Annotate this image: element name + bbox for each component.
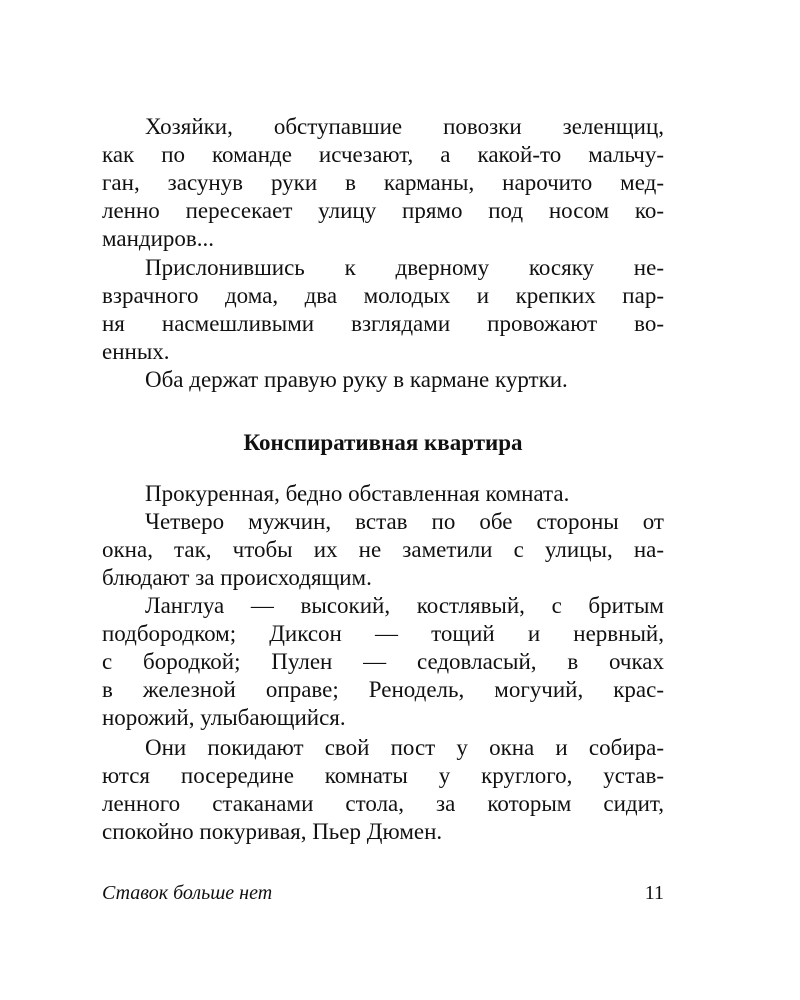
paragraph-line: в железной оправе; Ренодель, могучий, крас- (102, 677, 664, 702)
running-footer-title: Ставок больше нет (102, 882, 273, 904)
paragraph-line: блюдают за происходящим. (102, 565, 372, 590)
paragraph-line: ленного стаканами стола, за которым сидит, (102, 791, 664, 816)
paragraph-line: ются посередине комнаты у круглого, устав- (102, 763, 664, 788)
paragraph-line: ня насмешливыми взглядами провожают во- (102, 311, 664, 336)
paragraph-line: ган, засунув руки в карманы, нарочито мед- (102, 170, 664, 195)
paragraph-line: Хозяйки, обступавшие повозки зеленщиц, (145, 114, 664, 139)
paragraph-line: Оба держат правую руку в кармане куртки. (145, 367, 568, 392)
paragraph-line: Прокуренная, бедно обставленная комната. (145, 481, 570, 506)
page-number: 11 (644, 882, 664, 904)
paragraph-line: Прислонившись к дверному косяку не- (145, 255, 664, 280)
paragraph-line: с бородкой; Пулен — седовласый, в очках (102, 649, 664, 674)
paragraph-line: норожий, улыбающийся. (102, 705, 346, 730)
paragraph-line: мандиров... (102, 226, 215, 251)
paragraph-line: спокойно покуривая, Пьер Дюмен. (102, 819, 443, 844)
paragraph-line: окна, так, чтобы их не заметили с улицы, на- (102, 537, 664, 562)
paragraph-line: Ланглуа — высокий, костлявый, с бритым (145, 593, 664, 618)
section-heading: Конспиративная квартира (243, 430, 523, 455)
paragraph-line: Четверо мужчин, встав по обе стороны от (145, 509, 664, 534)
paragraph-line: подбородком; Диксон — тощий и нервный, (102, 621, 664, 646)
paragraph-line: взрачного дома, два молодых и крепких пар- (102, 283, 664, 308)
paragraph-line: енных. (102, 339, 170, 364)
paragraph-line: Они покидают свой пост у окна и собира- (145, 735, 664, 760)
paragraph-line: ленно пересекает улицу прямо под носом ко- (102, 198, 664, 223)
paragraph-line: как по команде исчезают, а какой-то мальчу- (102, 142, 664, 167)
